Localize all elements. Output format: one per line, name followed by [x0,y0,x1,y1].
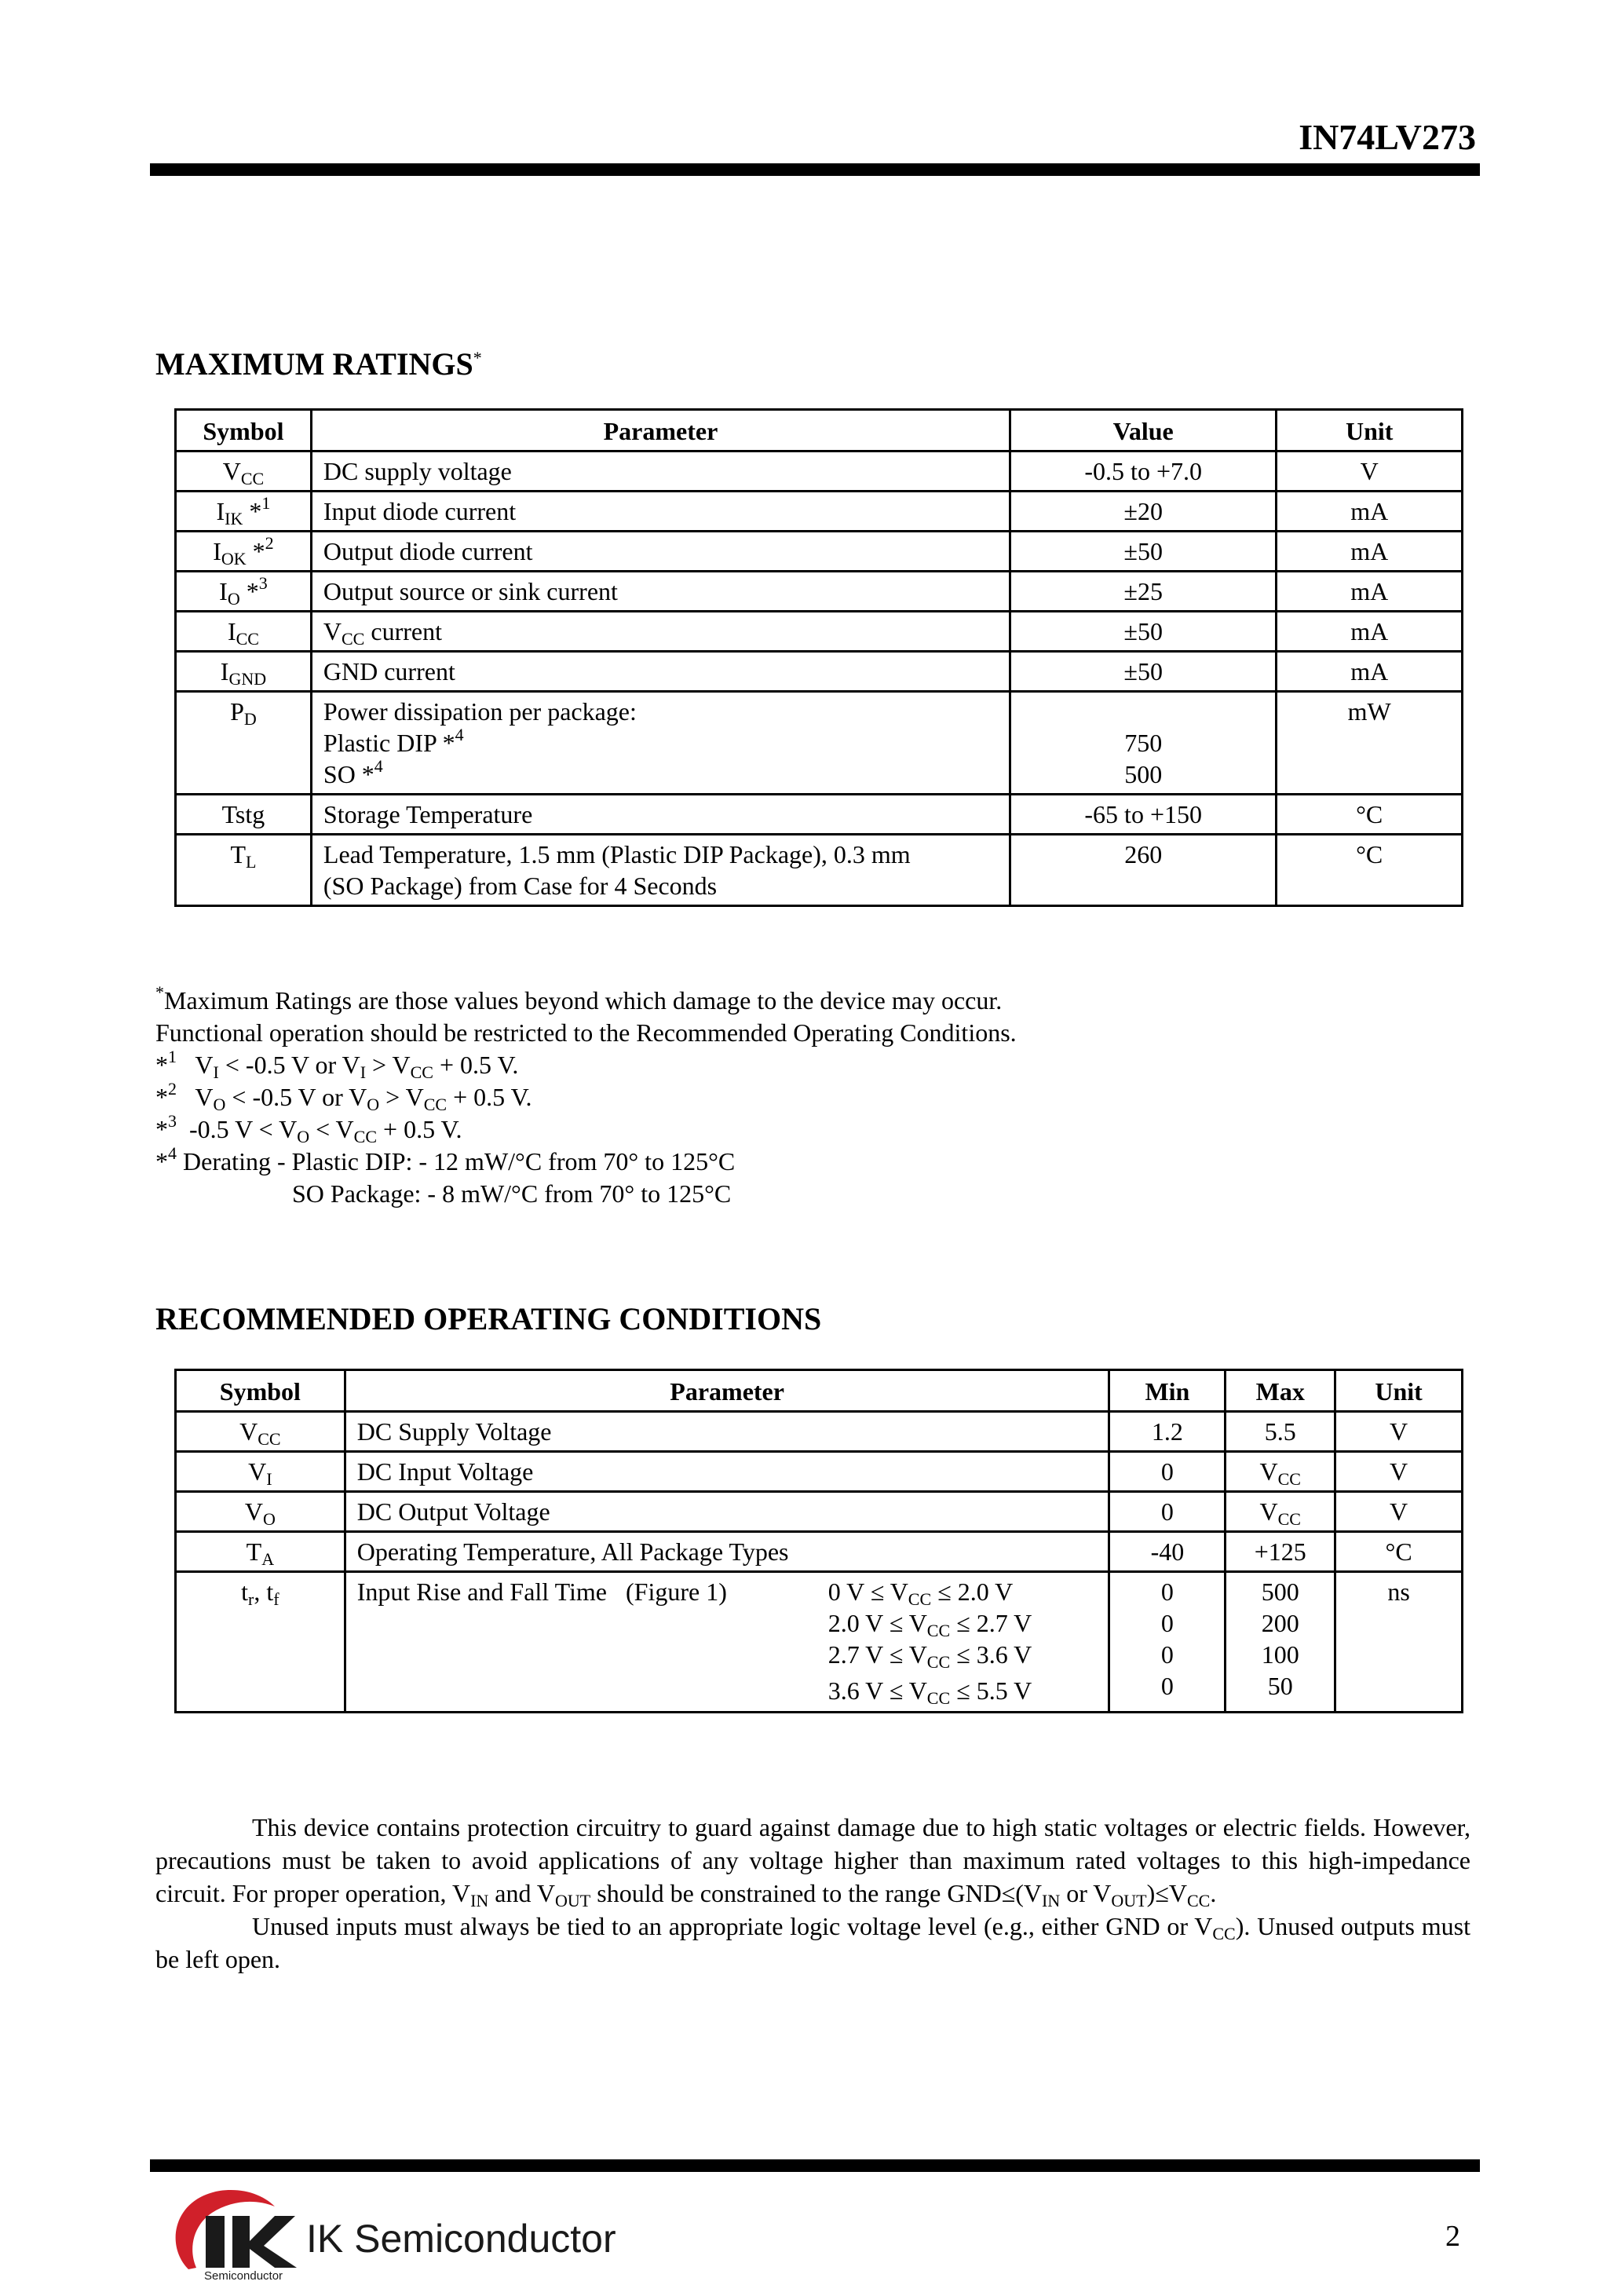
paragraph-sub: CC [1212,1924,1236,1943]
paragraph-text: Unused inputs must always be tied to an appropriate logic voltage level (e.g., either GND or V [252,1912,1213,1940]
note-text: > V [379,1083,424,1111]
note-text: + 0.5 V. [433,1051,519,1079]
symbol-text: V [244,1497,263,1526]
parameter-cell: DC Input Voltage [345,1452,1109,1492]
symbol-text: t [241,1578,249,1606]
unit-cell: V [1335,1412,1463,1452]
parameter-text: Input Rise and Fall Time (Figure 1) [356,1578,727,1606]
paragraph-sub: IN [1042,1891,1061,1910]
symbol-text: V [222,457,241,485]
min-cell: -40 [1109,1532,1226,1572]
page-number: 2 [1445,2220,1460,2253]
symbol-sub: CC [258,1429,281,1449]
unit-cell: °C [1335,1532,1463,1572]
symbol-sub: CC [236,629,259,649]
rec-conditions-table [174,1369,1463,1713]
note-text: V [195,1083,214,1111]
note-text: < -0.5 V or V [218,1051,360,1079]
so-value: 500 [1124,760,1163,788]
note-sub: CC [353,1127,378,1146]
condition-text: 0 V ≤ V [827,1578,908,1606]
note-text: < V [309,1115,354,1143]
symbol-text: t [266,1578,274,1606]
symbol-sub: f [273,1589,279,1609]
max-value: 200 [1261,1609,1299,1637]
symbol-cell [176,492,312,532]
symbol-cell [176,835,312,906]
symbol-text: I [220,657,229,686]
condition-sub: CC [926,1621,951,1640]
value-cell: ±25 [1010,572,1277,612]
unit-cell: °C [1277,795,1463,835]
dip-value: 750 [1124,729,1163,757]
parameter-cell: DC Output Voltage [345,1492,1109,1532]
note-sub: I [213,1062,219,1082]
note-number: 2 [168,1079,177,1099]
condition-text: ≤ 3.6 V [950,1640,1032,1669]
symbol-sub: IK [225,509,243,528]
value-cell: 260 [1010,835,1277,906]
symbol-cell [176,1572,345,1713]
condition-list [828,1576,1032,1706]
note-sub: O [213,1095,226,1114]
note-text: -0.5 V < V [189,1115,298,1143]
note-sub: O [367,1095,380,1114]
max-ratings-title-text: MAXIMUM RATINGS [155,346,473,382]
value-cell: -65 to +150 [1010,795,1277,835]
symbol-sub: L [245,852,257,872]
parameter-cell: DC supply voltage [311,452,1010,492]
symbol-sub: A [261,1549,275,1569]
symbol-cell [176,452,312,492]
note-number: 4 [455,725,464,744]
header-unit: Unit [1277,410,1463,452]
note-mark: * [155,1083,168,1111]
note-sub: O [297,1127,310,1146]
symbol-sub: D [243,709,257,729]
note-general-1 [155,982,1017,1017]
note-number: 1 [168,1047,177,1066]
header-min: Min [1109,1370,1226,1412]
max-ratings-notes [155,982,1017,1210]
table-row [176,1452,1463,1492]
header-rule [150,163,1480,176]
paragraph-unused-inputs [155,1910,1470,1976]
note-mark: * [239,577,259,605]
note-number: 4 [168,1143,177,1163]
parameter-cell: Input diode current [311,492,1010,532]
min-cell: 1.2 [1109,1412,1226,1452]
value-cell: -0.5 to +7.0 [1010,452,1277,492]
logo-letter-i [206,2216,225,2268]
symbol-text: T [230,840,246,868]
max-cell: +125 [1226,1532,1335,1572]
condition-text: 3.6 V ≤ V [827,1676,927,1705]
condition-text: 2.0 V ≤ V [827,1609,927,1637]
logo-subtext: Semiconductor [204,2269,283,2283]
table-row [176,795,1463,835]
symbol-cell [176,692,312,795]
parameter-symbol: V [323,617,342,645]
note-text: + 0.5 V. [377,1115,462,1143]
logo-letter-k-stem [232,2216,250,2268]
note-mark: * [243,497,262,525]
paragraph-text: ). Unused outputs must be left open. [155,1912,1471,1973]
note-text: > V [366,1051,411,1079]
max-ratings-title-mark: * [473,348,482,367]
condition-text: ≤ 2.7 V [950,1609,1032,1637]
symbol-cell [176,652,312,692]
unit-cell: mA [1277,492,1463,532]
table-header-row [176,410,1463,452]
max-ratings-table [174,408,1463,907]
min-value: 0 [1160,1578,1174,1606]
symbol-text: T [246,1537,262,1566]
max-symbol: V [1259,1497,1278,1526]
condition-row [828,1607,1032,1639]
condition-text: 2.7 V ≤ V [827,1640,927,1669]
symbol-cell [176,612,312,652]
parameter-cell [345,1572,1109,1713]
unit-cell: mW [1277,692,1463,795]
table-row [176,532,1463,572]
symbol-text: V [239,1417,258,1446]
rec-conditions-title: RECOMMENDED OPERATING CONDITIONS [155,1301,822,1336]
logo-letter-k-arm [250,2216,297,2268]
parameter-cell: GND current [311,652,1010,692]
note-text: V [195,1051,214,1079]
company-logo [165,2183,620,2285]
value-cell: ±50 [1010,532,1277,572]
unit-cell: V [1335,1452,1463,1492]
note-sub: CC [423,1095,448,1114]
table-row [176,692,1463,795]
symbol-text: V [248,1457,267,1486]
symbol-cell: Tstg [176,795,312,835]
note-number: 2 [265,533,274,553]
max-cell [1226,1572,1335,1713]
symbol-cell [176,1412,345,1452]
max-value: 100 [1261,1640,1299,1669]
symbol-sub: GND [228,669,267,689]
max-sub: CC [1277,1469,1301,1489]
note-text: Derating - Plastic DIP: - 12 mW/°C from 70° to 125°C [177,1147,736,1175]
note-number: 3 [258,573,268,593]
table-row [176,612,1463,652]
condition-text: ≤ 2.0 V [931,1578,1014,1606]
note-sub: I [360,1062,367,1082]
symbol-sub: CC [240,469,265,488]
unit-cell: ns [1335,1572,1463,1713]
note-text: Maximum Ratings are those values beyond which damage to the device may occur. [164,986,1003,1015]
unit-cell: mA [1277,612,1463,652]
header-parameter: Parameter [345,1370,1109,1412]
table-row [176,1572,1463,1713]
parameter-line: Lead Temperature, 1.5 mm (Plastic DIP Package), 0.3 mm [323,840,911,868]
paragraph-sub: CC [1186,1891,1211,1910]
note-sub: CC [410,1062,433,1082]
paragraph-sub: IN [470,1891,489,1910]
max-cell [1226,1492,1335,1532]
parameter-sub: CC [342,629,365,649]
symbol-text: P [230,697,244,726]
symbol-text: I [216,497,225,525]
header-unit: Unit [1335,1370,1463,1412]
header-max: Max [1226,1370,1335,1412]
table-row [176,452,1463,492]
note-star: * [155,982,164,1002]
parameter-cell: Output source or sink current [311,572,1010,612]
paragraph-sub: OUT [555,1891,591,1910]
parameter-cell: Storage Temperature [311,795,1010,835]
footer-rule [150,2159,1480,2172]
table-row [176,652,1463,692]
table-row [176,835,1463,906]
note-mark: * [246,537,265,565]
header-symbol: Symbol [176,410,312,452]
max-value: 500 [1261,1578,1299,1606]
max-symbol: V [1259,1457,1278,1486]
table-row [176,492,1463,532]
note-1 [155,1049,1017,1081]
parameter-cell [311,692,1010,795]
note-4 [155,1143,1017,1178]
condition-sub: CC [926,1688,951,1708]
max-ratings-title [155,345,482,382]
symbol-separator: , [254,1578,267,1606]
paragraph-text: This device contains protection circuitry to guard against damage due to high static voltages or electric fields. However, precautions must be taken to avoid applications of any voltage higher than maximum rated voltages to this high-impedance circuit. For proper operation, V [155,1813,1470,1907]
symbol-sub: O [262,1509,276,1529]
max-cell [1226,1452,1335,1492]
note-3 [155,1113,1017,1146]
paragraph-text: should be constrained to the range GND≤(V [590,1879,1042,1907]
parameter-cell: DC Supply Voltage [345,1412,1109,1452]
symbol-cell [176,532,312,572]
parameter-so [323,756,998,790]
table-header-row [176,1370,1463,1412]
symbol-cell [176,1452,345,1492]
parameter-text: Power dissipation per package: [323,697,637,726]
parameter-cell: Output diode current [311,532,1010,572]
symbol-sub: r [248,1589,254,1609]
symbol-sub: O [227,589,240,609]
symbol-cell [176,1492,345,1532]
logo-text: IK Semiconductor [306,2217,616,2261]
condition-row [828,1576,1032,1607]
value-cell: ±20 [1010,492,1277,532]
header-parameter: Parameter [311,410,1010,452]
header-value: Value [1010,410,1277,452]
parameter-cell [311,612,1010,652]
min-value: 0 [1160,1609,1174,1637]
note-mark: * [155,1147,168,1175]
symbol-text: I [219,577,228,605]
part-number: IN74LV273 [1299,117,1476,157]
unit-cell: mA [1277,532,1463,572]
unit-cell: V [1335,1492,1463,1532]
header-symbol: Symbol [176,1370,345,1412]
parameter-text: current [364,617,442,645]
value-cell [1010,692,1277,795]
symbol-sub: OK [221,549,247,569]
unit-cell: mA [1277,652,1463,692]
symbol-text: I [227,617,236,645]
dip-label: Plastic DIP * [323,729,455,757]
max-cell: 5.5 [1226,1412,1335,1452]
paragraph-text: . [1210,1879,1217,1907]
paragraph-text: )≤V [1146,1879,1187,1907]
paragraph-text: and V [488,1879,556,1907]
note-4-so: SO Package: - 8 mW/°C from 70° to 125°C [292,1179,732,1208]
note-2 [155,1081,1017,1113]
note-mark: * [155,1051,168,1079]
min-value: 0 [1160,1640,1174,1669]
parameter-cell [311,835,1010,906]
condition-row [828,1639,1032,1670]
min-value: 0 [1160,1672,1174,1700]
unit-cell: V [1277,452,1463,492]
parameter-line: (SO Package) from Case for 4 Seconds [323,872,718,900]
paragraph-text: or V [1060,1879,1112,1907]
paragraph-protection [155,1811,1470,1910]
paragraph-sub: OUT [1111,1891,1147,1910]
min-cell: 0 [1109,1492,1226,1532]
value-cell: ±50 [1010,612,1277,652]
condition-text: ≤ 5.5 V [950,1676,1032,1705]
parameter-dip [323,727,998,759]
table-row [176,1532,1463,1572]
table-row [176,1412,1463,1452]
so-label: SO * [323,760,374,788]
condition-row [828,1675,1032,1706]
note-text: + 0.5 V. [447,1083,532,1111]
note-number: 3 [168,1111,177,1131]
body-text [155,1811,1470,1976]
unit-cell: mA [1277,572,1463,612]
note-text: < -0.5 V or V [225,1083,367,1111]
parameter-cell: Operating Temperature, All Package Types [345,1532,1109,1572]
table-row [176,572,1463,612]
note-mark: * [155,1115,168,1143]
condition-sub: CC [926,1652,951,1672]
symbol-cell [176,572,312,612]
table-row [176,1492,1463,1532]
max-value: 50 [1267,1672,1293,1700]
note-number: 4 [374,756,383,776]
symbol-cell [176,1532,345,1572]
unit-cell: °C [1277,835,1463,906]
max-sub: CC [1277,1509,1301,1529]
logo-swoosh [176,2190,275,2269]
symbol-sub: I [266,1469,272,1489]
value-cell: ±50 [1010,652,1277,692]
min-cell: 0 [1109,1452,1226,1492]
condition-sub: CC [908,1589,932,1609]
note-general-2: Functional operation should be restricted to the Recommended Operating Conditions. [155,1018,1017,1047]
min-cell [1109,1572,1226,1713]
symbol-text: I [213,537,221,565]
note-number: 1 [261,493,271,513]
